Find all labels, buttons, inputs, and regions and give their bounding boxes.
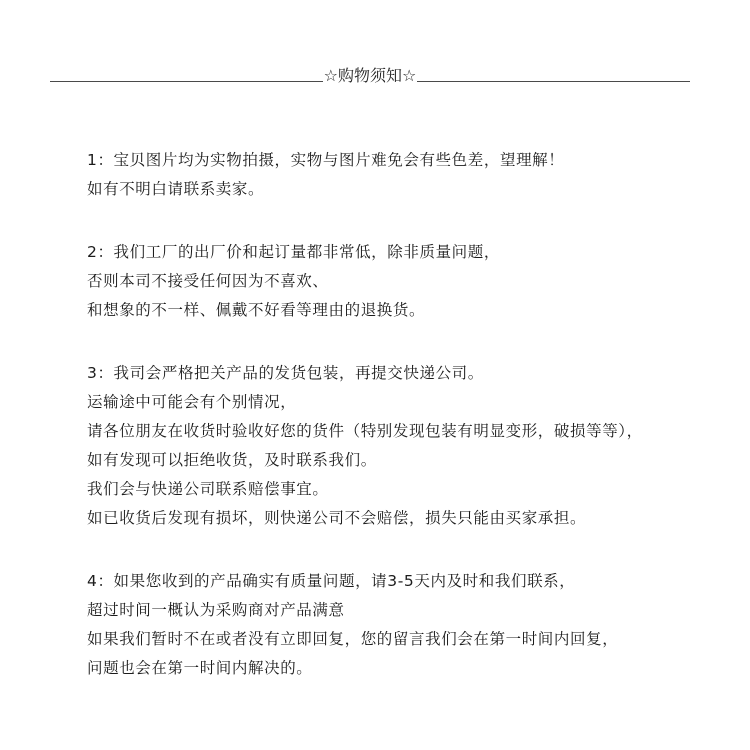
notice-line: 如已收货后发现有损坏，则快递公司不会赔偿，损失只能由买家承担。 <box>87 509 587 527</box>
notice-line: 我们会与快递公司联系赔偿事宜。 <box>87 480 329 498</box>
notice-line: 如有不明白请联系卖家。 <box>87 180 265 198</box>
notice-line: 运输途中可能会有个别情况， <box>87 393 297 411</box>
notice-section-2 <box>87 238 747 325</box>
notice-section-1 <box>87 146 747 204</box>
notice-line: 和想象的不一样、佩戴不好看等理由的退换货。 <box>87 301 426 319</box>
notice-body <box>87 146 747 717</box>
notice-line: 3：我司会严格把关产品的发货包装，再提交快递公司。 <box>87 364 484 382</box>
notice-line: 1：宝贝图片均为实物拍摄，实物与图片难免会有些色差，望理解！ <box>87 151 565 169</box>
notice-line: 如果我们暂时不在或者没有立即回复，您的留言我们会在第一时间内回复， <box>87 630 619 648</box>
notice-section-4 <box>87 567 747 683</box>
notice-line: 问题也会在第一时间内解决的。 <box>87 659 313 677</box>
left-divider <box>50 81 323 82</box>
notice-line: 否则本司不接受任何因为不喜欢、 <box>87 272 329 290</box>
notice-line: 如有发现可以拒绝收货，及时联系我们。 <box>87 451 377 469</box>
notice-line: 请各位朋友在收货时验收好您的货件（特别发现包装有明显变形，破损等等）， <box>87 422 643 440</box>
notice-line: 超过时间一概认为采购商对产品满意 <box>87 601 345 619</box>
notice-header <box>50 64 690 86</box>
right-divider <box>417 81 690 82</box>
notice-line: 4：如果您收到的产品确实有质量问题，请3-5天内及时和我们联系， <box>87 572 576 590</box>
notice-line: 2：我们工厂的出厂价和起订量都非常低，除非质量问题， <box>87 243 500 261</box>
page-title: ☆购物须知☆ <box>323 66 417 85</box>
notice-section-3 <box>87 359 747 533</box>
